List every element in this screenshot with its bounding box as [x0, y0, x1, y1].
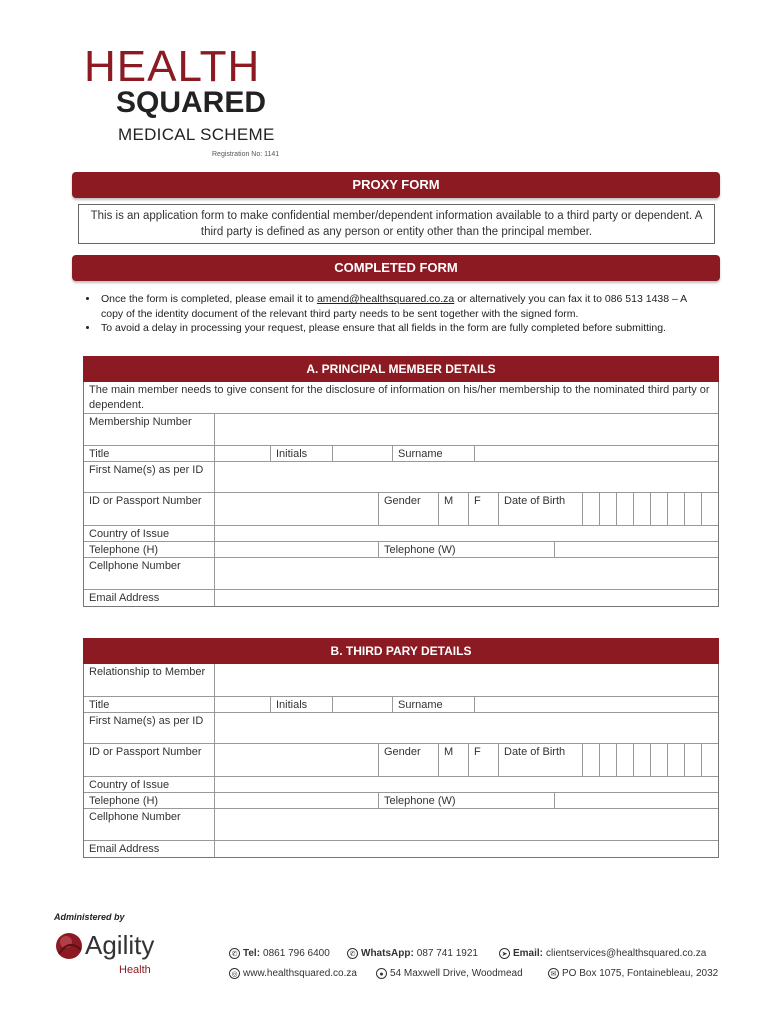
dob-label: Date of Birth: [498, 493, 582, 525]
membership-number-field[interactable]: [214, 414, 718, 445]
gender-f-option[interactable]: F: [468, 744, 498, 776]
gender-m-option[interactable]: M: [438, 744, 468, 776]
telephone-h-label: Telephone (H): [89, 544, 159, 556]
location-pin-icon: ●: [376, 968, 387, 979]
telephone-w-field[interactable]: [554, 542, 718, 557]
dob-digit-box[interactable]: [684, 744, 685, 776]
dob-digit-box[interactable]: [667, 744, 668, 776]
logo-health-text: HEALTH: [84, 42, 261, 91]
consent-text: The main member needs to give consent for the disclosure of information on his/her membership to the nominated third party or dependent.: [89, 384, 710, 411]
country-row: [84, 776, 718, 792]
mailbox-icon: ✉: [548, 968, 559, 979]
dob-digit-box[interactable]: [616, 493, 617, 525]
country-label: Country of Issue: [89, 528, 170, 540]
logo-medical-scheme-text: MEDICAL SCHEME: [118, 125, 275, 144]
title-row: [84, 445, 718, 461]
membership-number-label: Membership Number: [89, 416, 192, 428]
dob-digit-box[interactable]: [633, 493, 634, 525]
dob-digit-box[interactable]: [667, 493, 668, 525]
instructions-list: [84, 292, 710, 336]
country-field[interactable]: [214, 526, 718, 541]
surname-label: Surname: [392, 697, 474, 712]
cellphone-field[interactable]: [214, 558, 718, 589]
instruction-item: • To avoid a delay in processing your request, please ensure that all fields in the form are fully completed before submitting.: [99, 321, 710, 336]
initials-label: Initials: [270, 697, 332, 712]
whatsapp-icon: ✆: [347, 948, 358, 959]
intro-text: This is an application form to make confidential member/dependent information available to a third party or dependent. A third party is defined as any person or entity other than the principal member.: [78, 204, 715, 244]
send-icon: ➤: [499, 948, 510, 959]
id-passport-label: ID or Passport Number: [89, 746, 202, 758]
cellphone-label: Cellphone Number: [89, 811, 181, 823]
relationship-row: [84, 664, 718, 696]
globe-icon: ◎: [229, 968, 240, 979]
instruction-item: • Once the form is completed, please email it to amend@healthsquared.co.za or alternatively you can fax it to 086 513 1438 – A copy of the identity document of the relevant third party needs to be sent together with the signed form.: [99, 292, 710, 321]
dob-digit-box[interactable]: [599, 493, 600, 525]
country-row: [84, 525, 718, 541]
email-row: [84, 840, 718, 857]
first-names-label: First Name(s) as per ID: [89, 715, 204, 727]
membership-row: [84, 413, 718, 445]
telephone-h-field[interactable]: [214, 793, 378, 808]
website-contact: ◎ www.healthsquared.co.za: [229, 968, 357, 979]
title-field[interactable]: [214, 697, 270, 712]
telephone-row: [84, 541, 718, 557]
po-box-contact: ✉ PO Box 1075, Fontainebleau, 2032: [548, 968, 718, 979]
telephone-w-label: Telephone (W): [378, 542, 554, 557]
telephone-h-label: Telephone (H): [89, 795, 159, 807]
dob-digit-box[interactable]: [599, 744, 600, 776]
cellphone-row: [84, 557, 718, 589]
email-contact: ➤ Email: clientservices@healthsquared.co.za: [499, 948, 706, 959]
whatsapp-contact: ✆ WhatsApp: 087 741 1921: [347, 948, 478, 959]
cellphone-field[interactable]: [214, 809, 718, 840]
dob-digit-box[interactable]: [633, 744, 634, 776]
gender-label: Gender: [378, 493, 438, 525]
email-label: Email Address: [89, 843, 160, 855]
cellphone-label: Cellphone Number: [89, 560, 181, 572]
telephone-w-label: Telephone (W): [378, 793, 554, 808]
id-passport-field[interactable]: [214, 744, 378, 776]
first-names-row: [84, 461, 718, 492]
cellphone-row: [84, 808, 718, 840]
dob-digit-box[interactable]: [701, 744, 702, 776]
id-passport-label: ID or Passport Number: [89, 495, 202, 507]
proxy-form-header: PROXY FORM: [72, 172, 720, 198]
telephone-row: [84, 792, 718, 808]
title-field[interactable]: [214, 446, 270, 461]
telephone-contact: ✆ Tel: 0861 796 6400: [229, 948, 330, 959]
agility-mark-icon: [55, 932, 83, 960]
address-contact: ● 54 Maxwell Drive, Woodmead: [376, 968, 523, 979]
gender-label: Gender: [378, 744, 438, 776]
first-names-field[interactable]: [214, 462, 718, 492]
agility-health-logo: [55, 928, 165, 980]
surname-field[interactable]: [474, 446, 718, 461]
surname-label: Surname: [392, 446, 474, 461]
first-names-row: [84, 712, 718, 743]
logo-squared-text: SQUARED: [116, 86, 267, 119]
administered-by-label: Administered by: [54, 912, 125, 922]
country-label: Country of Issue: [89, 779, 170, 791]
section-a-title: A. PRINCIPAL MEMBER DETAILS: [83, 356, 719, 382]
section-b-title: B. THIRD PARY DETAILS: [83, 638, 719, 664]
principal-member-form: [83, 382, 719, 607]
id-row: [84, 743, 718, 776]
email-field[interactable]: [214, 590, 718, 606]
country-field[interactable]: [214, 777, 718, 792]
dob-label: Date of Birth: [498, 744, 582, 776]
id-row: [84, 492, 718, 525]
dob-digit-box[interactable]: [684, 493, 685, 525]
id-passport-field[interactable]: [214, 493, 378, 525]
gender-f-option[interactable]: F: [468, 493, 498, 525]
title-label: Title: [89, 448, 110, 460]
health-squared-logo: [84, 42, 294, 158]
title-label: Title: [89, 699, 110, 711]
email-label: Email Address: [89, 592, 160, 604]
phone-icon: ✆: [229, 948, 240, 959]
email-field[interactable]: [214, 841, 718, 857]
agility-word: Agility: [85, 930, 155, 960]
initials-field[interactable]: [332, 446, 392, 461]
relationship-label: Relationship to Member: [89, 666, 206, 678]
third-party-form: [83, 664, 719, 858]
first-names-label: First Name(s) as per ID: [89, 464, 204, 476]
registration-number: Registration No: 1141: [212, 151, 280, 158]
dob-digit-box[interactable]: [650, 744, 651, 776]
relationship-field[interactable]: [214, 664, 718, 696]
initials-field[interactable]: [332, 697, 392, 712]
dob-digit-box[interactable]: [616, 744, 617, 776]
agility-health-word: Health: [119, 964, 151, 976]
section-third-party: [83, 638, 719, 858]
telephone-h-field[interactable]: [214, 542, 378, 557]
initials-label: Initials: [270, 446, 332, 461]
section-principal-member: [83, 356, 719, 607]
email-row: [84, 589, 718, 606]
consent-row: [84, 382, 718, 413]
telephone-w-field[interactable]: [554, 793, 718, 808]
completed-form-header: COMPLETED FORM: [72, 255, 720, 281]
dob-digit-box[interactable]: [701, 493, 702, 525]
title-row: [84, 696, 718, 712]
first-names-field[interactable]: [214, 713, 718, 743]
amend-email-link[interactable]: amend@healthsquared.co.za: [316, 293, 455, 305]
dob-digit-box[interactable]: [650, 493, 651, 525]
gender-m-option[interactable]: M: [438, 493, 468, 525]
surname-field[interactable]: [474, 697, 718, 712]
